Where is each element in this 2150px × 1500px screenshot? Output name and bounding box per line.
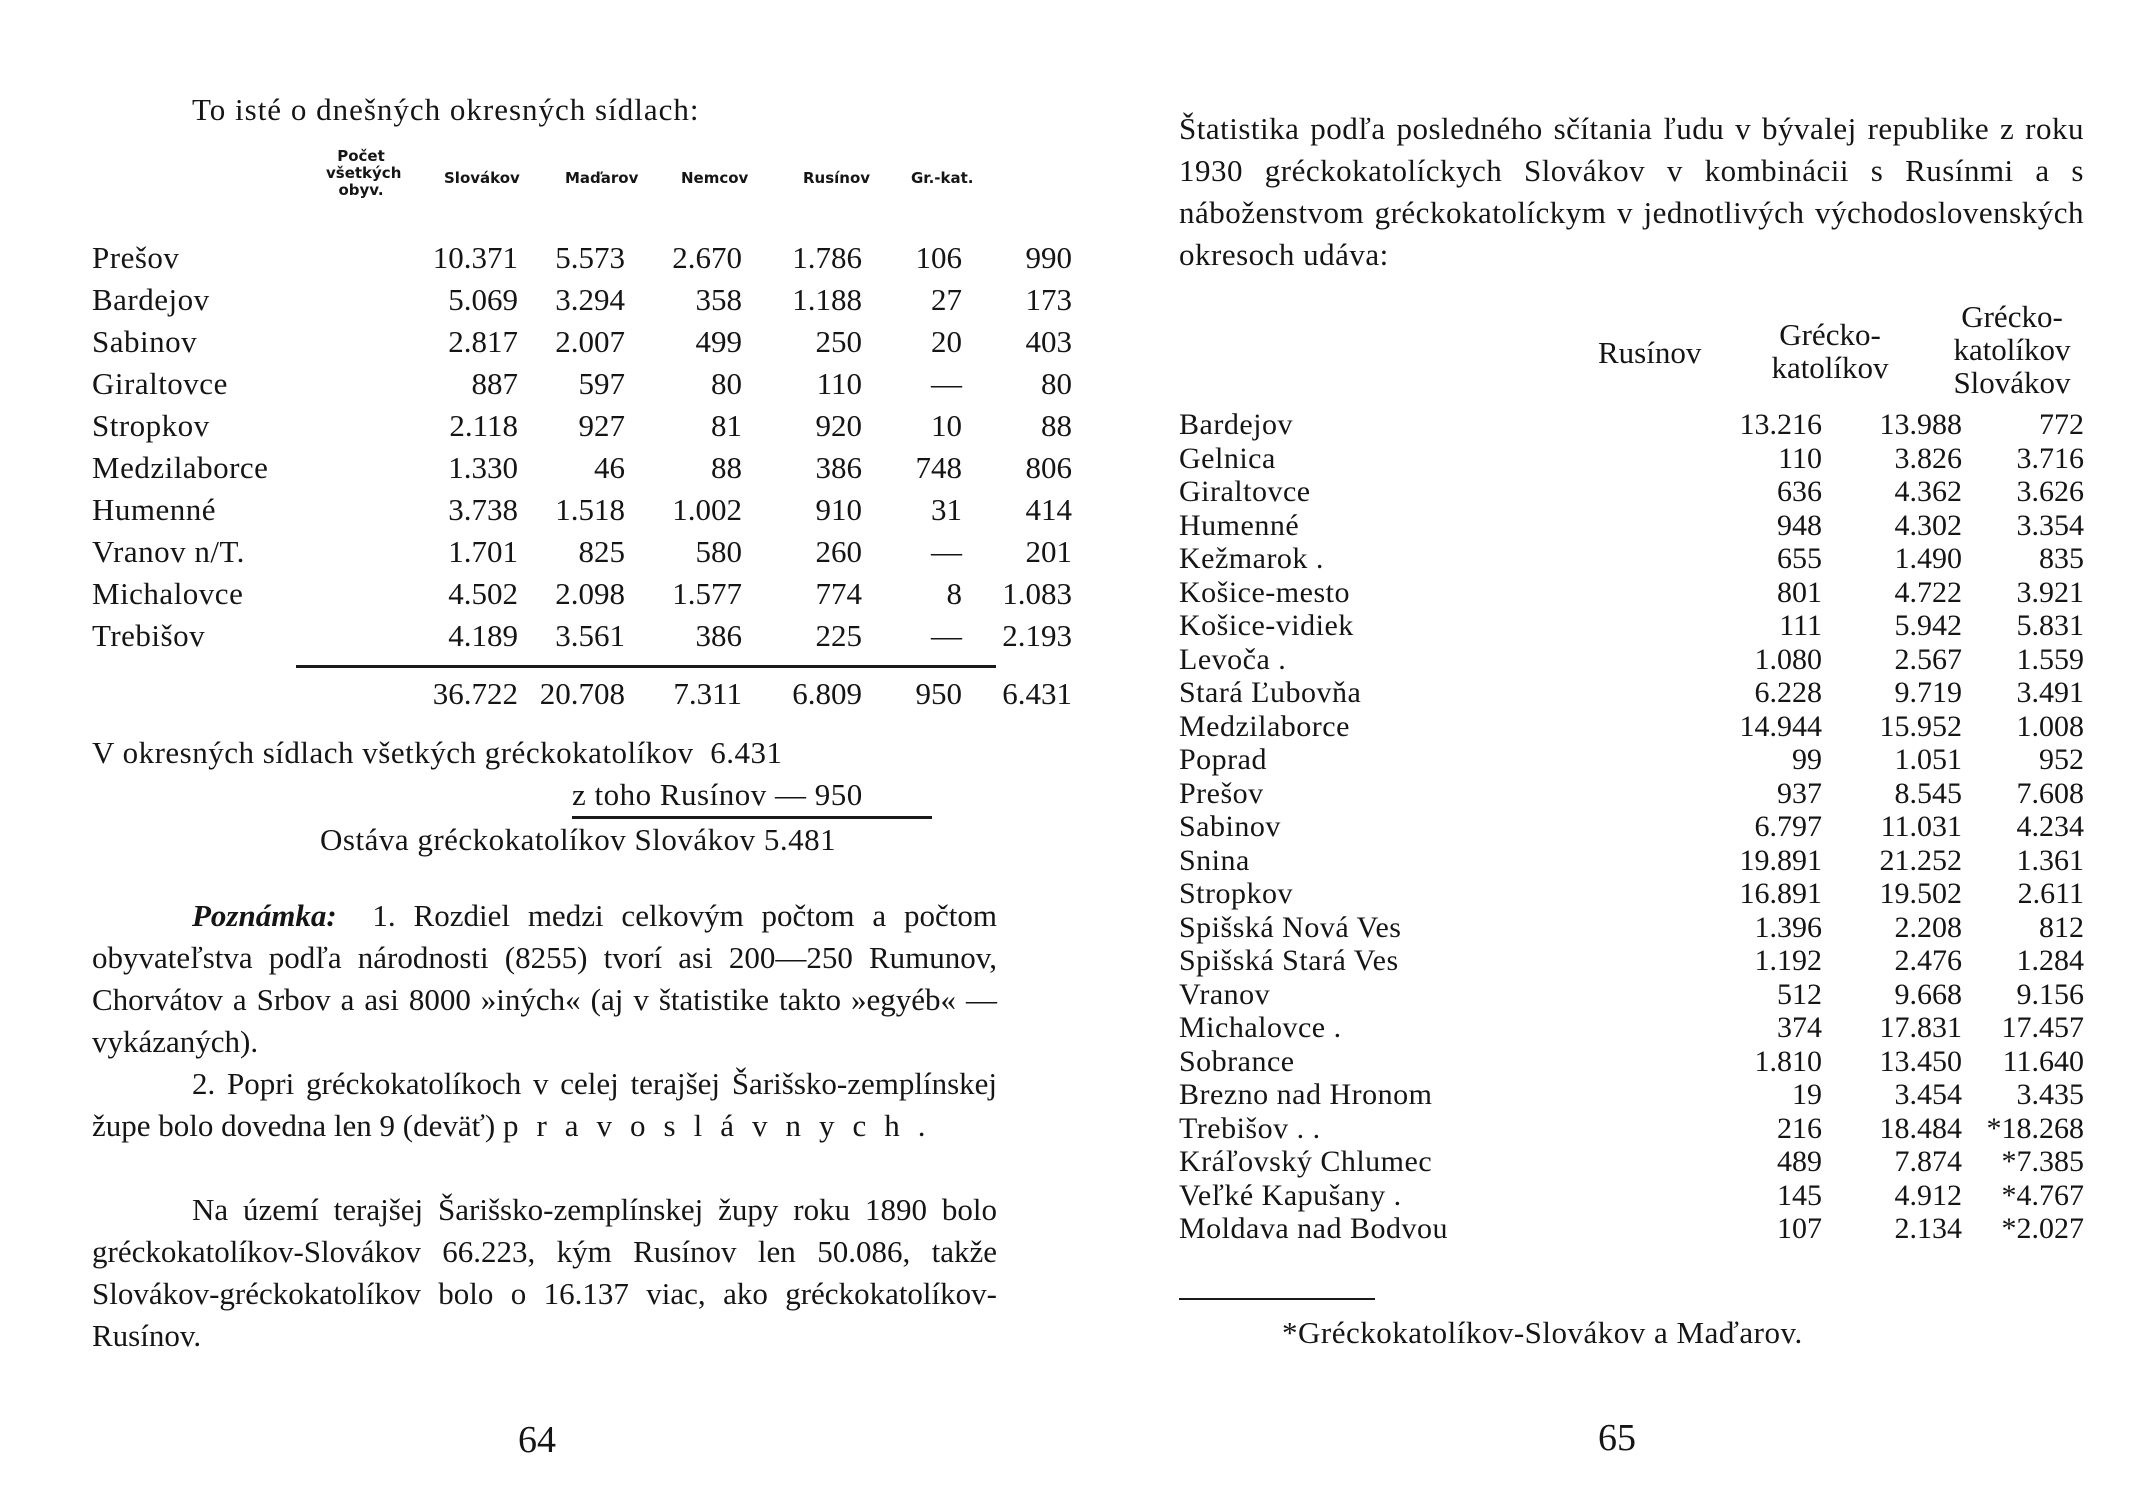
cell-ruthenians: 20 [931,324,962,359]
cell-ruthenians: 13.216 [1739,408,1822,441]
cell-ruthenians: 636 [1777,475,1822,508]
cell-greek-catholic: 990 [1025,240,1072,275]
cell-greek-catholic-slovaks: 7.608 [2016,776,2084,810]
district-name: Bardejov [1179,408,1293,441]
cell-slovaks: 3.294 [555,282,625,317]
cell-total: 1.701 [448,534,518,569]
cell-greek-catholics: 2.208 [1894,910,1962,944]
cell-greek-catholics: 17.831 [1879,1011,1962,1044]
cell-greek-catholic-slovaks: 952 [2039,743,2084,776]
table-row [1179,676,2084,710]
district-name: Sobrance [1179,1044,1295,1078]
cell-greek-catholic-slovaks: 4.234 [2016,810,2084,843]
cell-hungarians: 1.577 [672,576,742,611]
right-intro-text: Štatistika podľa posledného sčítania ľudu v bývalej republike z roku 1930 gréckokatolíckych Slovákov v kombinácii s Rusínmi a s náboženstvom gréckokatolíckym v jednotlivých východoslovenských okresoch udáva: [1179,111,2084,272]
cell-ruthenians: 19.891 [1739,843,1822,877]
summary-rule [572,816,932,819]
table-row [1179,710,2084,744]
cell-greek-catholic-slovaks: 1.559 [2016,642,2084,676]
cell-greek-catholics: 13.450 [1879,1044,1962,1078]
header-greek-catholic: Gr.-kat. [911,169,974,187]
cell-ruthenians: — [931,366,962,401]
cell-greek-catholics: 8.545 [1894,776,1962,810]
cell-greek-catholics: 11.031 [1880,810,1962,843]
table-row [92,324,1072,366]
total-germans: 6.809 [792,676,862,711]
summary-line-1 [92,735,782,771]
district-name: Trebišov [92,618,206,653]
cell-total: 1.330 [448,450,518,485]
table-row [1179,1212,2084,1246]
table-row [92,576,1072,618]
cell-greek-catholic-slovaks: *18.268 [1986,1111,2084,1145]
cell-greek-catholic-slovaks: 3.491 [2016,676,2084,709]
district-name: Trebišov . . [1179,1111,1321,1145]
table-row [1179,1112,2084,1146]
cell-greek-catholic-slovaks: 772 [2039,408,2084,441]
cell-greek-catholic: 201 [1025,534,1072,569]
district-name: Sabinov [92,324,198,359]
cell-slovaks: 46 [594,450,625,485]
table-row [1179,1078,2084,1112]
cell-total: 887 [471,366,518,401]
district-name: Prešov [1179,776,1264,810]
cell-greek-catholic: 80 [1041,366,1072,401]
district-name: Košice-mesto [1179,575,1350,609]
summary-value: 6.431 [710,735,783,770]
cell-total: 10.371 [432,240,518,275]
total-greek-catholic: 6.431 [1002,676,1072,711]
cell-germans: 225 [815,618,862,653]
table-row [1179,777,2084,811]
cell-ruthenians: 1.810 [1754,1044,1822,1078]
footnote-rule [1179,1298,1375,1300]
cell-greek-catholics: 3.826 [1894,441,1962,475]
cell-greek-catholics: 9.719 [1894,676,1962,709]
left-intro-text: To isté o dnešných okresných sídlach: [192,92,700,127]
cell-ruthenians: 10 [931,408,962,443]
district-name: Kežmarok . [1179,542,1324,575]
cell-greek-catholic-slovaks: 2.611 [2017,877,2084,910]
cell-greek-catholics: 1.490 [1894,542,1962,575]
cell-ruthenians: 1.192 [1754,944,1822,977]
cell-total: 3.738 [448,492,518,527]
cell-greek-catholic: 403 [1025,324,1072,359]
cell-greek-catholic-slovaks: 9.156 [2016,977,2084,1011]
cell-greek-catholic-slovaks: *4.767 [2001,1178,2084,1212]
cell-greek-catholics: 18.484 [1879,1111,1962,1145]
cell-greek-catholics: 2.567 [1894,642,1962,676]
cell-germans: 1.786 [792,240,862,275]
table-row [1179,1045,2084,1079]
table-row [1179,978,2084,1012]
table-row [92,450,1072,492]
table-row [1179,743,2084,777]
district-name: Michalovce [92,576,244,611]
cell-greek-catholic-slovaks: 1.284 [2016,944,2084,977]
cell-greek-catholic-slovaks: 3.921 [2016,575,2084,609]
cell-germans: 110 [816,366,862,401]
note-2-spaced-word: pravoslávnych. [502,1108,944,1143]
table-row [1179,1011,2084,1045]
district-name: Vranov n/T. [92,534,245,569]
cell-greek-catholic-slovaks: 3.626 [2016,475,2084,508]
cell-greek-catholic-slovaks: 812 [2039,910,2084,944]
cell-greek-catholic-slovaks: *2.027 [2001,1212,2084,1245]
district-name: Poprad [1179,743,1267,776]
cell-ruthenians: 31 [931,492,962,527]
table-row [1179,609,2084,643]
cell-greek-catholic-slovaks: 3.716 [2016,441,2084,475]
cell-slovaks: 5.573 [555,240,625,275]
district-name: Vranov [1179,977,1271,1011]
total-hungarians: 7.311 [673,676,742,711]
table-row [1179,844,2084,878]
cell-hungarians: 88 [711,450,742,485]
page-number-left: 64 [518,1419,556,1461]
note-2 [92,1063,997,1147]
cell-ruthenians: — [931,618,962,653]
cell-ruthenians: 14.944 [1739,709,1822,743]
table-row [1179,810,2084,844]
cell-hungarians: 81 [711,408,742,443]
cell-ruthenians: 145 [1777,1178,1822,1212]
district-name: Brezno nad Hronom [1179,1078,1433,1111]
right-page [1075,0,2150,1500]
cell-greek-catholics: 7.874 [1894,1145,1962,1178]
cell-greek-catholic: 414 [1025,492,1072,527]
cell-hungarians: 358 [695,282,742,317]
header-greek-catholics: Grécko- katolíkov [1771,317,1889,385]
cell-germans: 774 [815,576,862,611]
note-label: Poznámka: [192,898,337,933]
cell-ruthenians: 99 [1792,743,1822,776]
table-row [92,282,1072,324]
cell-germans: 910 [815,492,862,527]
cell-germans: 920 [815,408,862,443]
cell-total: 4.189 [448,618,518,653]
cell-hungarians: 1.002 [672,492,742,527]
cell-ruthenians: 489 [1777,1145,1822,1178]
cell-greek-catholics: 3.454 [1894,1078,1962,1111]
table-row [1179,475,2084,509]
cell-greek-catholic-slovaks: 835 [2039,542,2084,575]
cell-ruthenians: 655 [1777,542,1822,575]
district-name: Medzilaborce [1179,709,1350,743]
paragraph-3 [92,1189,997,1357]
cell-ruthenians: — [931,534,962,569]
district-name: Veľké Kapušany . [1179,1178,1402,1212]
district-name: Bardejov [92,282,210,317]
header-ruthenians: Rusínov [803,169,871,187]
district-name: Giraltovce [92,366,228,401]
table-row [1179,408,2084,442]
cell-ruthenians: 19 [1792,1078,1822,1111]
cell-greek-catholic: 173 [1025,282,1072,317]
cell-slovaks: 3.561 [555,618,625,653]
cell-ruthenians: 748 [915,450,962,485]
cell-ruthenians: 1.080 [1754,642,1822,676]
table-row [1179,509,2084,543]
total-slovaks: 20.708 [539,676,625,711]
note-2-text: 2. Popri gréckokatolíkoch v celej terajšej Šarišsko-zemplínskej župe bolo dovedna len 9 (deväť) [92,1066,997,1143]
cell-greek-catholic: 88 [1041,408,1072,443]
cell-total: 2.817 [448,324,518,359]
table-row [1179,643,2084,677]
district-name: Gelnica [1179,441,1276,475]
cell-greek-catholic-slovaks: 5.831 [2016,609,2084,642]
cell-greek-catholic-slovaks: *7.385 [2001,1145,2084,1178]
cell-ruthenians: 216 [1777,1111,1822,1145]
table-row [92,240,1072,282]
cell-greek-catholics: 2.476 [1894,944,1962,977]
district-name: Spišská Stará Ves [1179,944,1399,977]
header-germans: Nemcov [681,169,749,187]
district-name: Stropkov [1179,877,1294,910]
cell-greek-catholic-slovaks: 1.361 [2016,843,2084,877]
summary-line-3: Ostáva gréckokatolíkov Slovákov 5.481 [320,822,837,857]
cell-germans: 250 [815,324,862,359]
cell-hungarians: 2.670 [672,240,742,275]
cell-greek-catholics: 9.668 [1894,977,1962,1011]
table-row [1179,442,2084,476]
cell-hungarians: 386 [695,618,742,653]
cell-greek-catholics: 4.912 [1894,1178,1962,1212]
cell-total: 4.502 [448,576,518,611]
header-slovaks: Slovákov [444,169,520,187]
district-name: Humenné [92,492,217,527]
cell-greek-catholic: 806 [1025,450,1072,485]
table-row [1179,944,2084,978]
cell-slovaks: 2.007 [555,324,625,359]
total-ruthenians: 950 [915,676,962,711]
cell-greek-catholic: 1.083 [1002,576,1072,611]
cell-ruthenians: 8 [946,576,962,611]
note-1-text: 1. Rozdiel medzi celkovým počtom a počtom obyvateľstva podľa národnosti (8255) tvorí asi 200—250 Rumunov, Chorvátov a Srbov a asi 8000 »iných« (aj v štatistike takto »egyéb« — vykázaných). [92,898,998,1059]
cell-ruthenians: 111 [1779,609,1822,642]
table-row [1179,877,2084,911]
cell-ruthenians: 107 [1777,1212,1822,1245]
cell-ruthenians: 937 [1777,776,1822,810]
cell-greek-catholics: 4.362 [1894,475,1962,508]
cell-greek-catholic-slovaks: 3.435 [2016,1078,2084,1111]
table-row [92,408,1072,450]
cell-ruthenians: 948 [1777,508,1822,542]
district-name: Prešov [92,240,180,275]
district-name: Snina [1179,843,1250,877]
table-row [92,618,1072,660]
cell-greek-catholics: 21.252 [1879,843,1962,877]
cell-germans: 260 [815,534,862,569]
footnote: *Gréckokatolíkov-Slovákov a Maďarov. [1282,1315,1803,1350]
cell-hungarians: 80 [711,366,742,401]
totals-row [92,676,1072,718]
district-name: Košice-vidiek [1179,609,1354,642]
table-row [92,534,1072,576]
table-row [92,492,1072,534]
cell-ruthenians: 27 [931,282,962,317]
cell-greek-catholics: 13.988 [1879,408,1962,441]
cell-hungarians: 580 [695,534,742,569]
cell-total: 5.069 [448,282,518,317]
cell-greek-catholics: 2.134 [1894,1212,1962,1245]
cell-greek-catholics: 4.302 [1894,508,1962,542]
district-name: Giraltovce [1179,475,1311,508]
cell-greek-catholics: 4.722 [1894,575,1962,609]
cell-greek-catholics: 15.952 [1879,709,1962,743]
summary-label: V okresných sídlach všetkých gréckokatolíkov [92,735,694,770]
header-hungarians: Maďarov [565,169,639,187]
district-name: Humenné [1179,508,1300,542]
cell-greek-catholics: 19.502 [1879,877,1962,910]
cell-ruthenians: 6.228 [1754,676,1822,709]
district-name: Levoča . [1179,642,1287,676]
cell-greek-catholic-slovaks: 17.457 [2001,1011,2084,1044]
cell-slovaks: 825 [578,534,625,569]
cell-greek-catholics: 5.942 [1894,609,1962,642]
summary-line-2: z toho Rusínov — 950 [572,777,863,812]
cell-germans: 386 [815,450,862,485]
cell-germans: 1.188 [792,282,862,317]
note-1 [92,895,997,1063]
total-total: 36.722 [432,676,518,711]
cell-greek-catholic-slovaks: 3.354 [2016,508,2084,542]
cell-greek-catholic-slovaks: 11.640 [2002,1044,2084,1078]
page-number-right: 65 [1598,1417,1636,1459]
district-name: Michalovce . [1179,1011,1342,1044]
header-greek-catholic-slovaks: Grécko- katolíkov Slovákov [1953,299,2071,400]
table-row [1179,1145,2084,1179]
totals-rule [296,665,996,668]
cell-ruthenians: 16.891 [1739,877,1822,910]
table-row [1179,1179,2084,1213]
cell-ruthenians: 801 [1777,575,1822,609]
cell-ruthenians: 110 [1778,441,1822,475]
district-name: Stropkov [92,408,210,443]
cell-greek-catholics: 1.051 [1894,743,1962,776]
paragraph-3-text: Na území terajšej Šarišsko-zemplínskej župy roku 1890 bolo gréckokatolíkov-Slovákov 66.223, kým Rusínov len 50.086, takže Slovákov-gréckokatolíkov bolo o 16.137 viac, ako gréckokatolíkov-Rusínov. [92,1192,997,1353]
district-name: Spišská Nová Ves [1179,910,1402,944]
cell-ruthenians: 374 [1777,1011,1822,1044]
table-row [1179,911,2084,945]
cell-greek-catholic-slovaks: 1.008 [2016,709,2084,743]
cell-slovaks: 1.518 [555,492,625,527]
cell-ruthenians: 512 [1777,977,1822,1011]
header-ruthenians: Rusínov [1598,335,1702,370]
cell-slovaks: 597 [578,366,625,401]
table-row [92,366,1072,408]
district-name: Moldava nad Bodvou [1179,1212,1448,1245]
header-total-pop: Počet všetkých obyv. [326,147,402,199]
cell-greek-catholic: 2.193 [1002,618,1072,653]
district-name: Sabinov [1179,810,1281,843]
table-row [1179,542,2084,576]
cell-slovaks: 2.098 [555,576,625,611]
cell-total: 2.118 [449,408,518,443]
cell-hungarians: 499 [695,324,742,359]
district-name: Kráľovský Chlumec [1179,1145,1433,1178]
cell-ruthenians: 1.396 [1754,910,1822,944]
cell-ruthenians: 6.797 [1754,810,1822,843]
district-name: Stará Ľubovňa [1179,676,1362,709]
district-name: Medzilaborce [92,450,269,485]
table-row [1179,576,2084,610]
cell-slovaks: 927 [578,408,625,443]
cell-ruthenians: 106 [915,240,962,275]
